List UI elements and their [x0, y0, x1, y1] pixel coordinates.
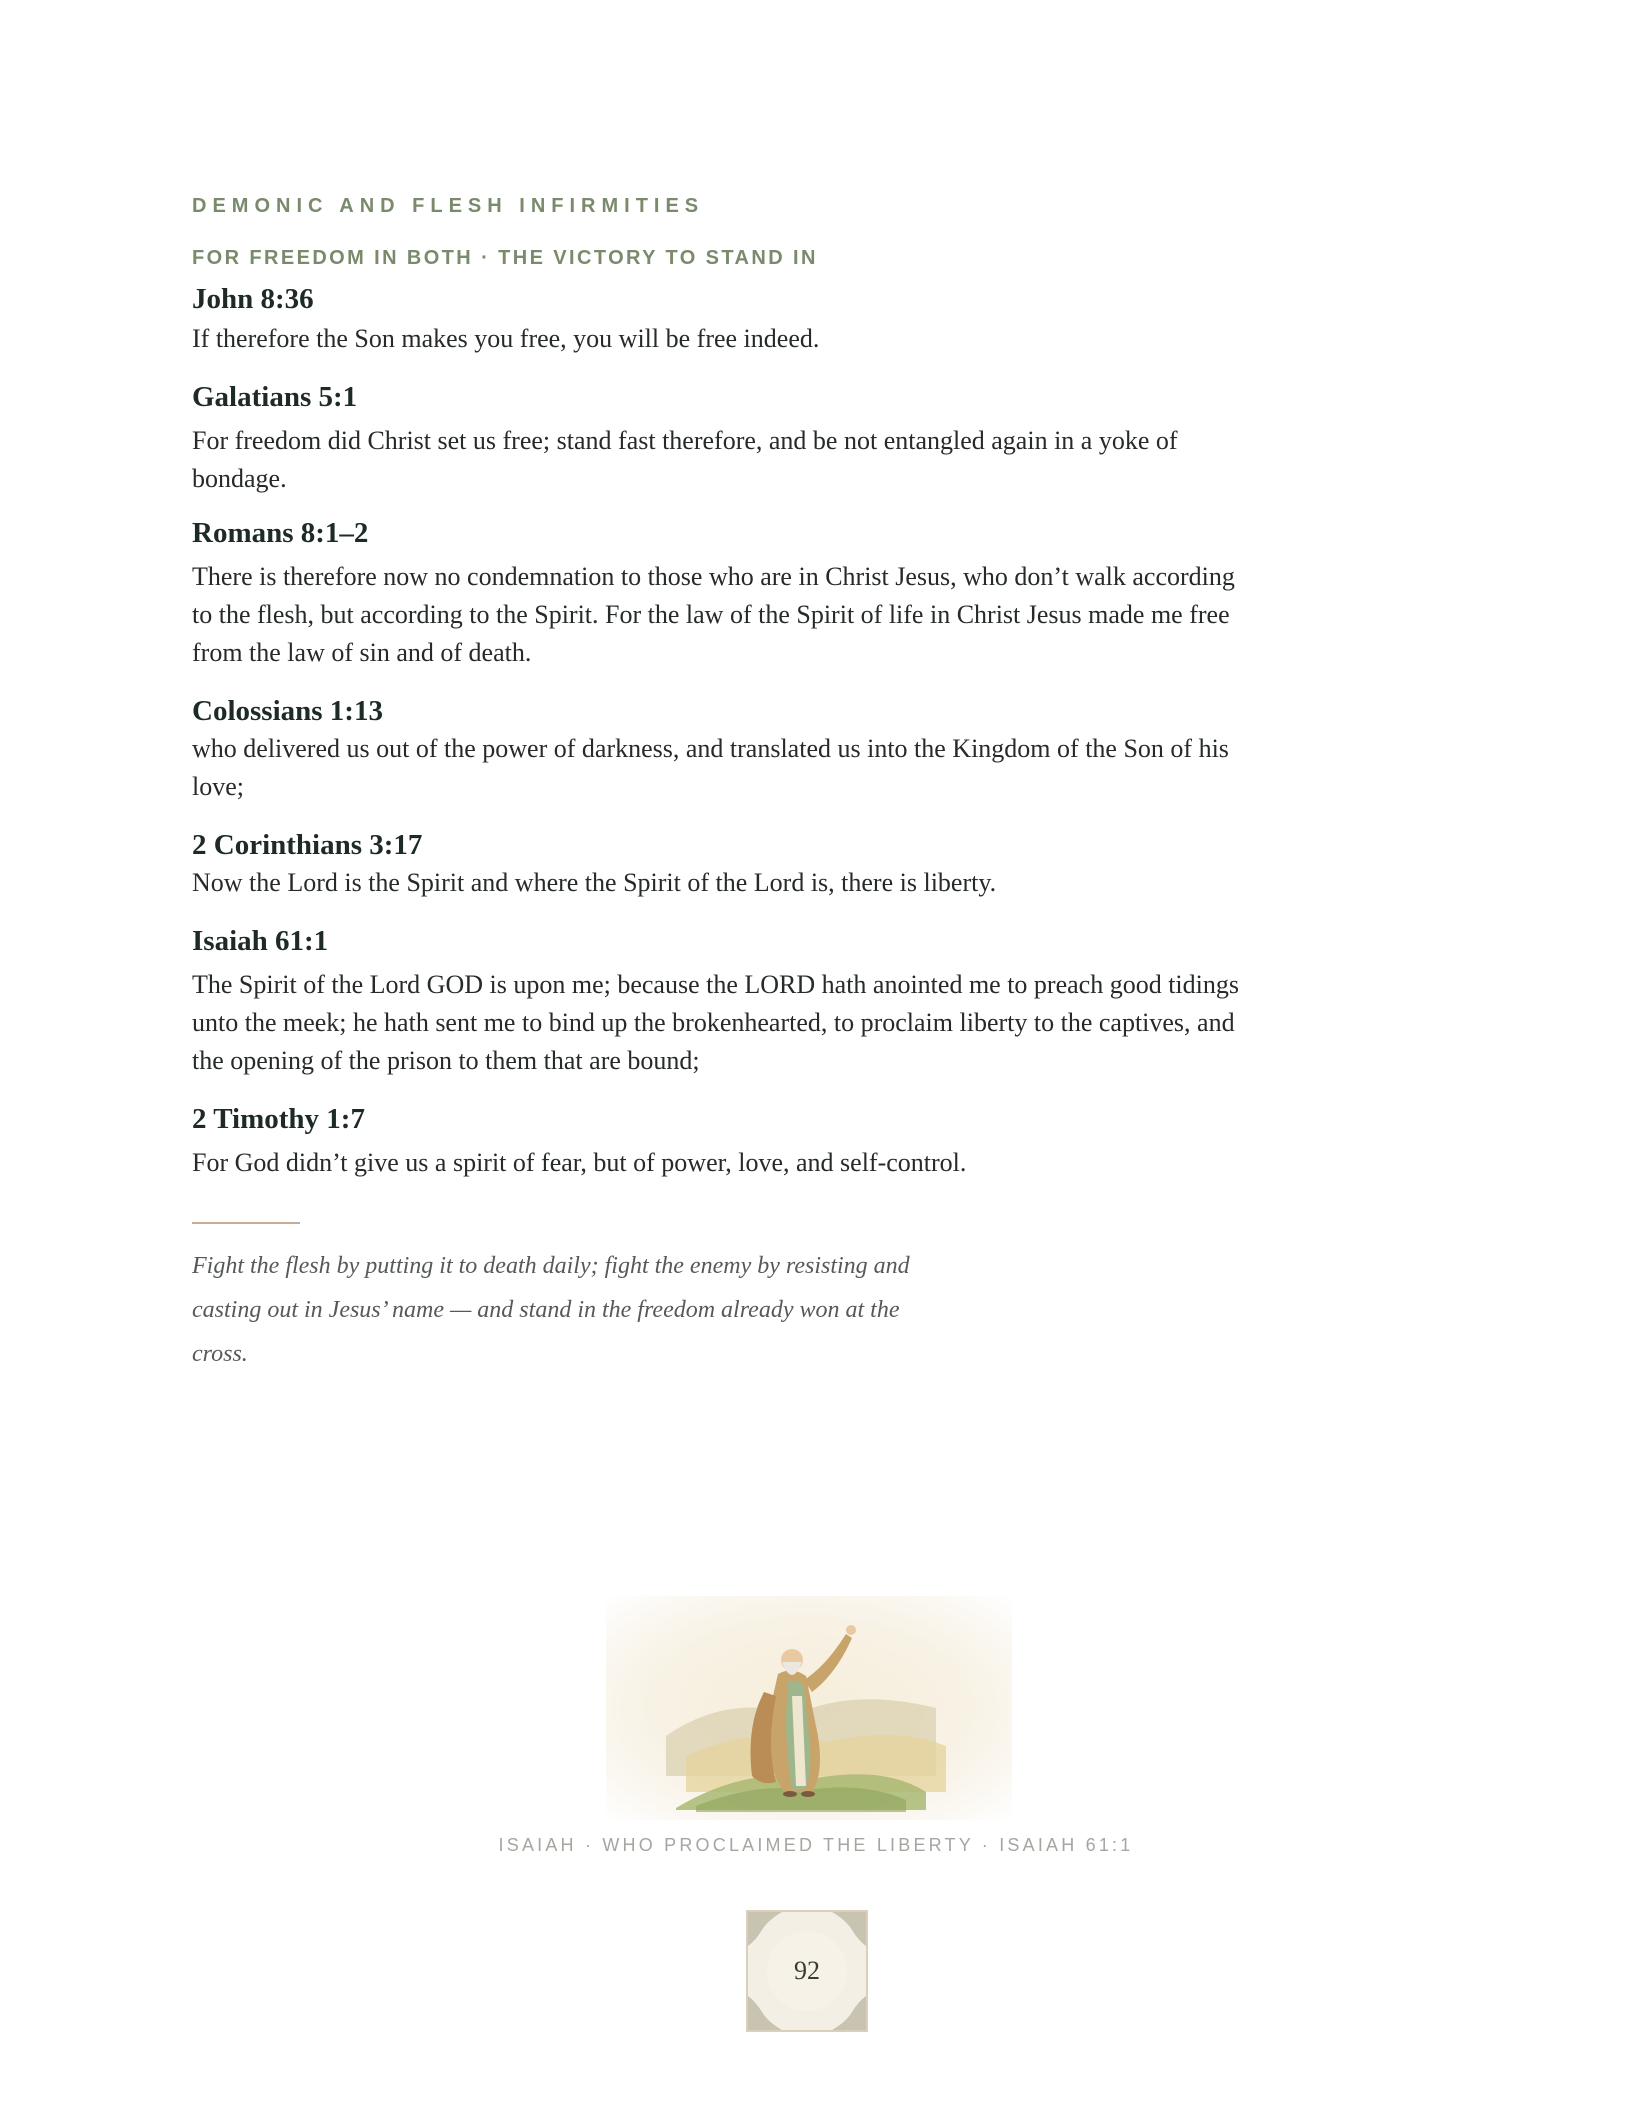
- verse-reference: Colossians 1:13: [192, 695, 383, 727]
- verse-text: The Spirit of the Lord GOD is upon me; because the LORD hath anointed me to preach good tidings unto the meek; he hath sent me to bind up the brokenhearted, to proclaim liberty to the captives, and the opening of the prison to them that are bound;: [192, 970, 1239, 1075]
- verse-block: [192, 922, 1252, 1080]
- page-number-badge: [746, 1910, 868, 2032]
- illustration-caption: ISAIAH · WHO PROCLAIMED THE LIBERTY · ISAIAH 61:1: [498, 1835, 1134, 1855]
- closing-exhortation: Fight the flesh by putting it to death daily; fight the enemy by resisting and casting out in Jesus’ name — and stand in the freedom already won at the cross.: [192, 1253, 910, 1367]
- page-content: [192, 190, 1252, 1376]
- verse-text: There is therefore now no condemnation to those who are in Christ Jesus, who don’t walk according to the flesh, but according to the Spirit. For the law of the Spirit of life in Christ Jesus made me free from the law of sin and of death.: [192, 562, 1235, 667]
- verse-text: who delivered us out of the power of darkness, and translated us into the Kingdom of the Son of his love;: [192, 734, 1229, 801]
- isaiah-illustration: [606, 1596, 1012, 1820]
- verse-reference: 2 Corinthians 3:17: [192, 829, 423, 861]
- verse-block: [192, 378, 1252, 498]
- page-number: 92: [794, 1956, 820, 1985]
- verse-block: [192, 1100, 1252, 1182]
- verse-text: If therefore the Son makes you free, you will be free indeed.: [192, 324, 820, 353]
- section-divider: [192, 1222, 300, 1224]
- verse-reference: Isaiah 61:1: [192, 925, 329, 957]
- verse-reference: Romans 8:1–2: [192, 517, 369, 549]
- watercolor-scene-icon: [606, 1596, 1012, 1820]
- section-eyebrow: DEMONIC AND FLESH INFIRMITIES: [192, 195, 705, 217]
- verse-reference: John 8:36: [192, 283, 314, 315]
- verse-block: [192, 280, 1252, 358]
- section-subhead: FOR FREEDOM IN BOTH · THE VICTORY TO STAND IN: [192, 247, 818, 269]
- verse-text: For freedom did Christ set us free; stand fast therefore, and be not entangled again in a yoke of bondage.: [192, 426, 1178, 493]
- verse-block: [192, 692, 1252, 806]
- verse-block: [192, 826, 1252, 902]
- verse-block: [192, 514, 1252, 672]
- verse-reference: 2 Timothy 1:7: [192, 1103, 365, 1135]
- verse-reference: Galatians 5:1: [192, 381, 358, 413]
- verse-text: For God didn’t give us a spirit of fear, but of power, love, and self-control.: [192, 1148, 967, 1177]
- verse-text: Now the Lord is the Spirit and where the Spirit of the Lord is, there is liberty.: [192, 868, 997, 897]
